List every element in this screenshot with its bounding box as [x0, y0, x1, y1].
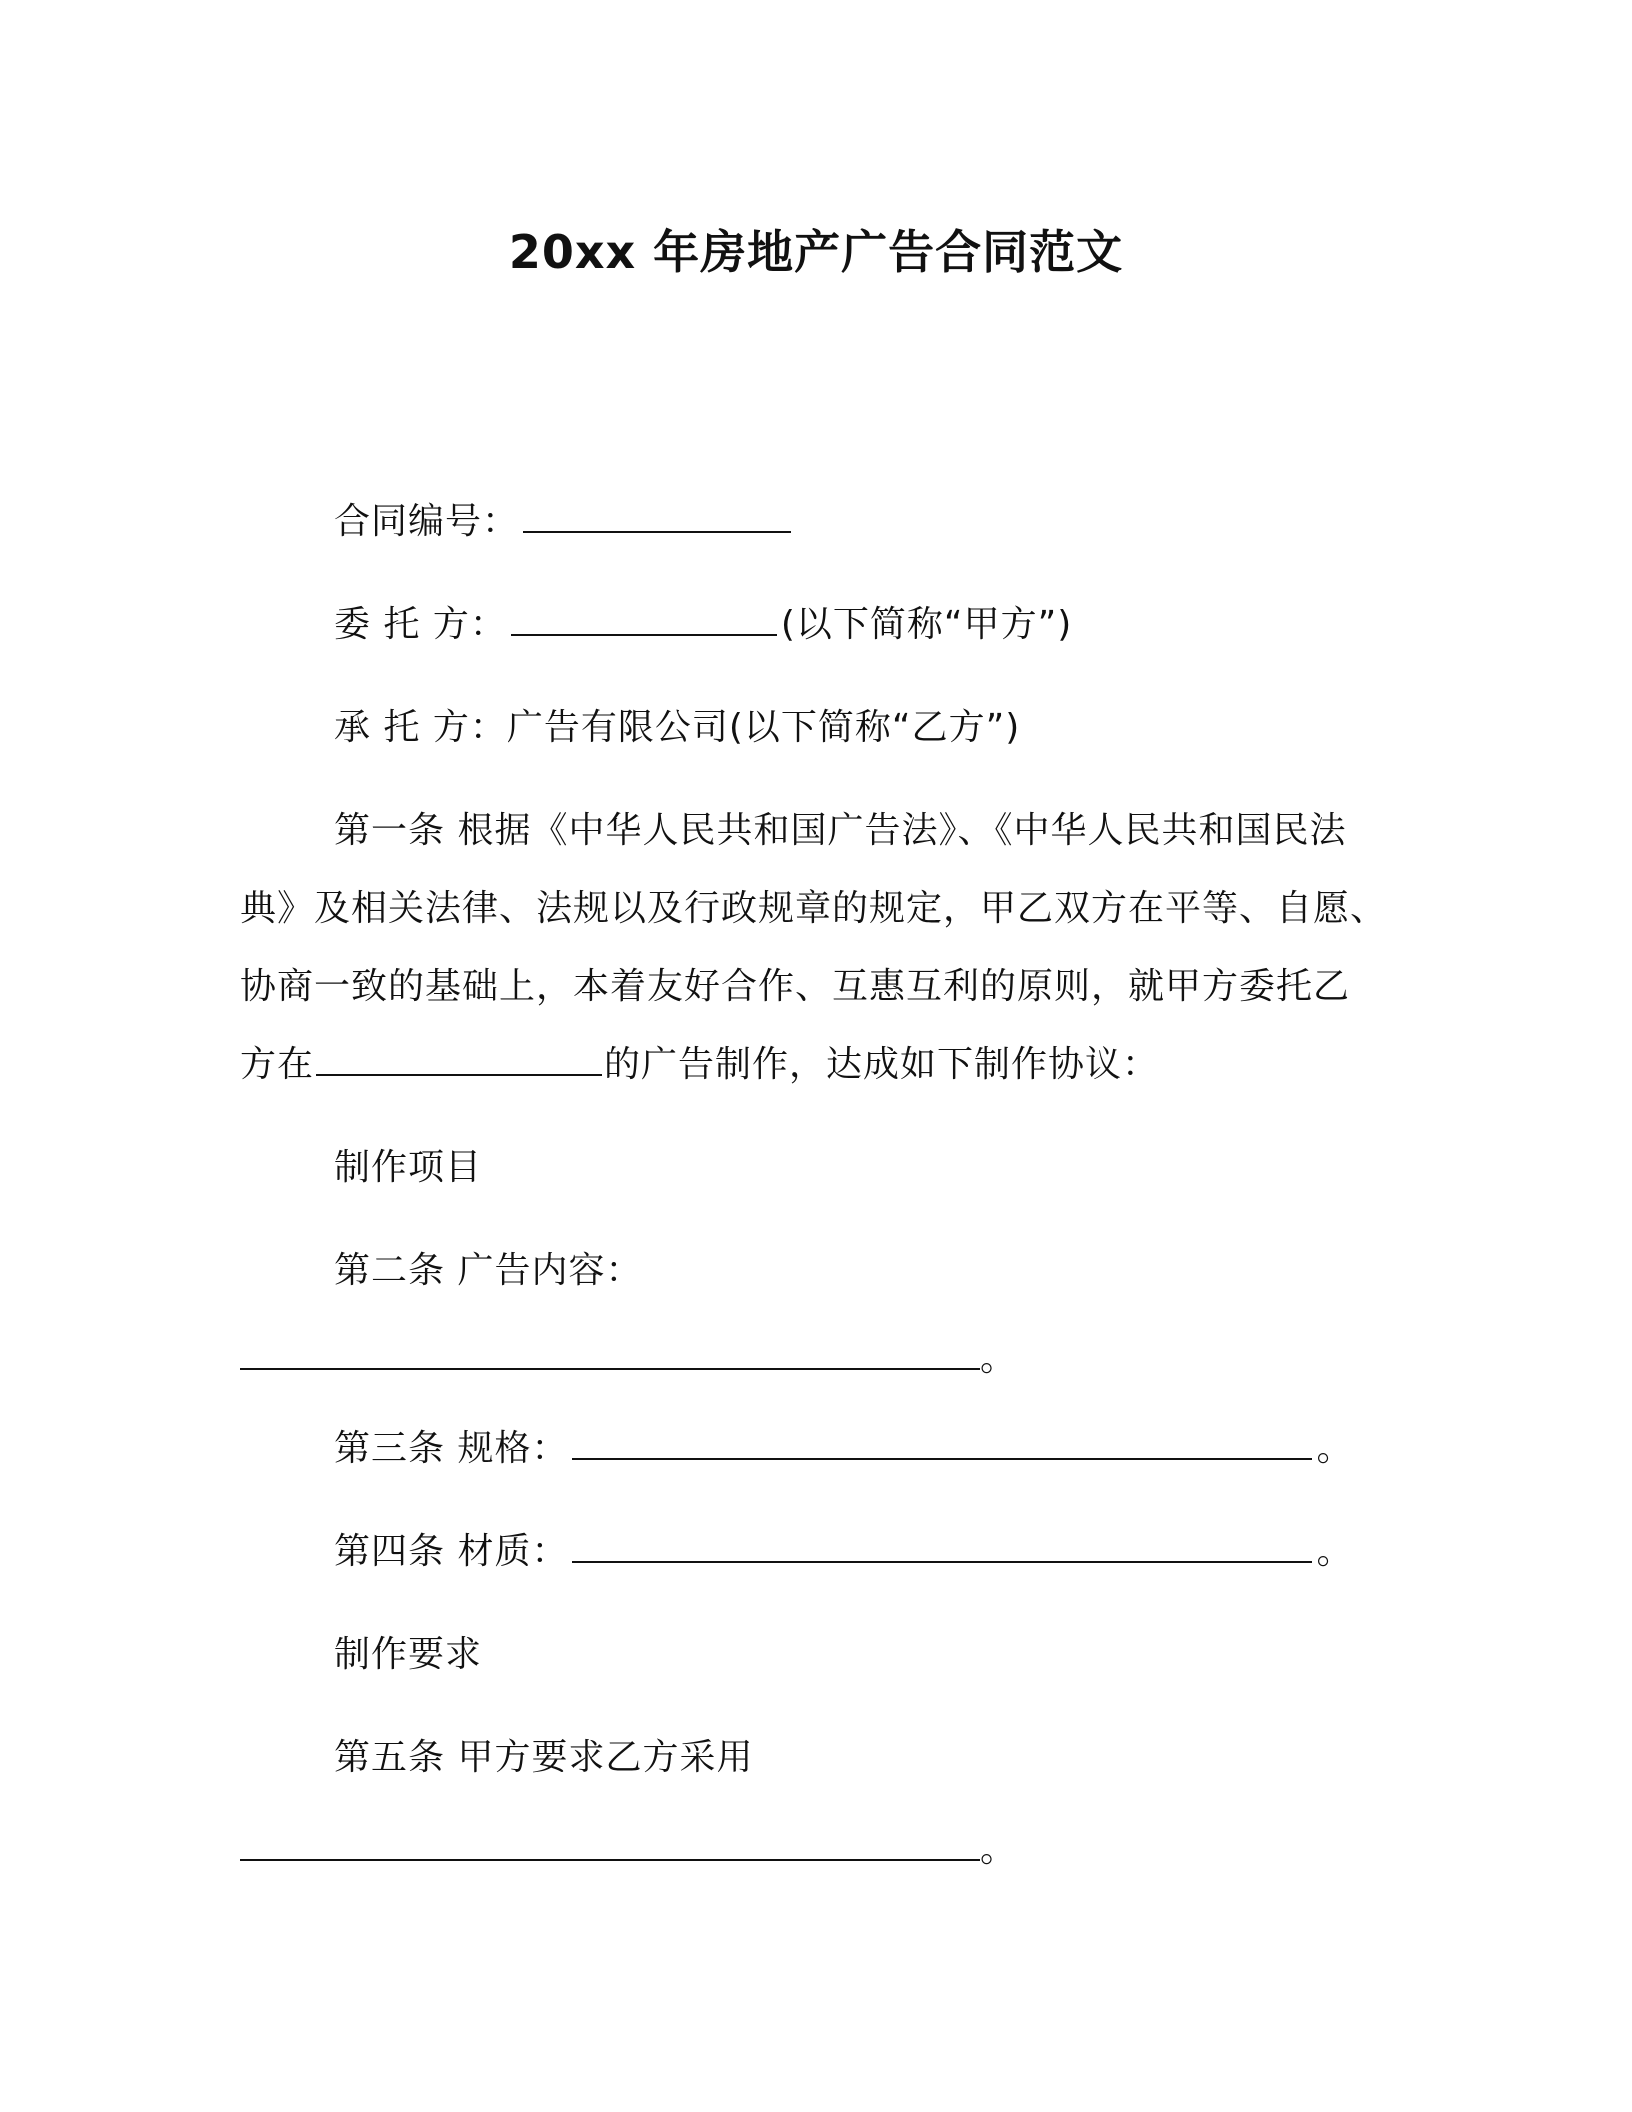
section-production-requirements: 制作要求 [334, 1634, 483, 1675]
agent-value: 广告有限公司(以下简称“乙方”) [506, 707, 1021, 748]
article-3-spec-blank [572, 1428, 1312, 1460]
article-5-content-blank [240, 1829, 980, 1861]
article-2-content-line [240, 1334, 1017, 1384]
contract-number-line [334, 497, 795, 547]
article-2-label: 第二条 广告内容： [334, 1250, 643, 1291]
agent-line [334, 703, 1020, 753]
article-2-content-blank [240, 1338, 980, 1370]
article-1-line-1: 第一条 根据《中华人民共和国广告法》、《中华人民共和国民法 [334, 810, 1347, 851]
article-3-line [334, 1424, 1353, 1474]
article-4-end: 。 [1316, 1531, 1354, 1572]
article-1-location-blank [316, 1044, 602, 1076]
client-name-blank [511, 604, 777, 636]
article-3-label: 第三条 规格： [334, 1428, 569, 1469]
article-1-suffix: 的广告制作，达成如下制作协议： [604, 1044, 1160, 1085]
contract-number-blank [523, 501, 791, 533]
article-3-end: 。 [1316, 1428, 1354, 1469]
article-4-label: 第四条 材质： [334, 1531, 569, 1572]
article-4-line [334, 1527, 1353, 1577]
article-1-line-2: 典》及相关法律、法规以及行政规章的规定，甲乙双方在平等、自愿、 [240, 888, 1388, 929]
contract-number-label: 合同编号： [334, 501, 520, 542]
section-production-items: 制作项目 [334, 1147, 483, 1188]
article-5-label: 第五条 甲方要求乙方采用 [334, 1737, 754, 1778]
article-4-material-blank [572, 1531, 1312, 1563]
document-title: 20xx 年房地产广告合同范文 [508, 225, 1124, 279]
article-1-line-4 [240, 1040, 1159, 1090]
article-2-end: 。 [980, 1338, 1018, 1379]
client-suffix: (以下简称“甲方”) [780, 604, 1073, 645]
agent-label: 承 托 方： [334, 707, 507, 748]
article-5-end: 。 [980, 1829, 1018, 1870]
article-5-content-line [240, 1825, 1017, 1875]
article-1-line-3: 协商一致的基础上，本着友好合作、互惠互利的原则，就甲方委托乙 [240, 966, 1351, 1007]
client-label: 委 托 方： [334, 604, 507, 645]
article-1-prefix: 方在 [240, 1044, 315, 1085]
client-line [334, 600, 1072, 650]
